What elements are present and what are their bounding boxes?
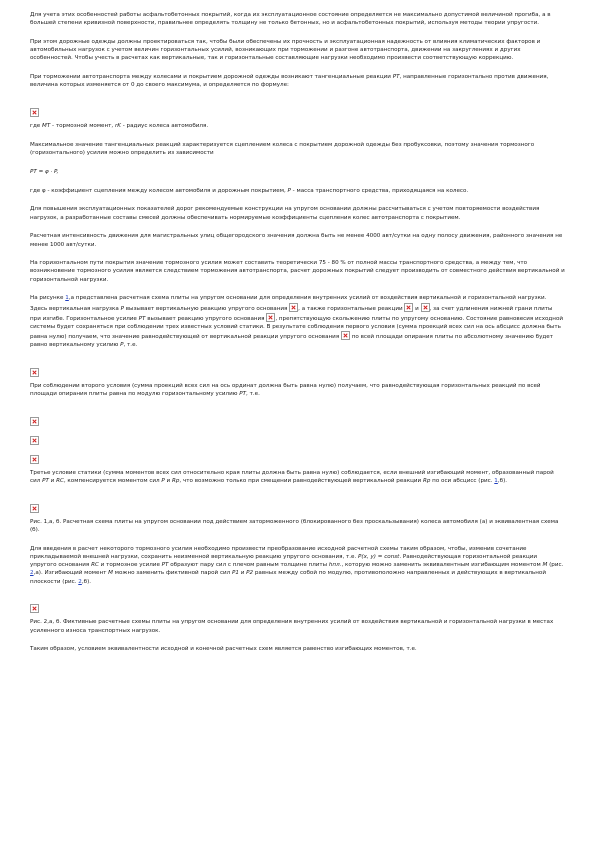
figure-image-block — [30, 496, 565, 507]
text-segment: , за счет удлинения нижней грани плиты при изгибе. Горизонтальное усилие — [30, 305, 553, 322]
broken-image-icon — [30, 504, 39, 513]
formula-image-block — [30, 409, 565, 420]
text-segment: - тормозной момент, — [50, 122, 115, 129]
paragraph-3 — [30, 73, 565, 89]
text-segment: Третье условие статики (сумма моментов всех сил относительно края плиты должна быть равна нулю) соблюдается, если внешний изгибающий момент, образованный парой сил — [30, 469, 554, 485]
text-segment: и — [164, 478, 172, 485]
figure-link-2[interactable]: 2 — [30, 570, 34, 577]
paragraph-15 — [30, 545, 565, 586]
formula-inline: P(x, y) = const — [358, 554, 400, 560]
text-segment: - масса транспортного средства, приходящаяся на колесо. — [290, 187, 469, 194]
symbol-rp: Rp — [422, 478, 431, 485]
text-segment: - радиус колеса автомобиля. — [120, 122, 209, 129]
text-segment: ,б). — [497, 478, 508, 485]
text-segment: . Равнодействующая горизонтальной реакции упругого основания — [30, 554, 538, 569]
figure-link-1[interactable]: 1 — [494, 478, 498, 485]
text-segment: по всей площади опирания плиты по абсолютному значению будет равно вертикальному усилию — [30, 334, 553, 349]
text-segment: , которую можно заменить эквивалентным изгибающим моментом — [341, 562, 543, 569]
symbol-pt: PT — [42, 478, 49, 485]
paragraph-5: Максимальное значение тангенциальных реакций характеризуется сцеплением колеса с покрытием дорожной одежды без пробуксовки, поэтому значения тормозного (горизонтального) усилия можно определить из зависимости — [30, 141, 535, 156]
figure-image-block — [30, 596, 565, 607]
text-segment: (рис. — [547, 562, 564, 569]
text-segment: вызывает вертикальную реакцию упругого основания — [123, 305, 290, 312]
symbol-pt: PT — [161, 562, 169, 569]
figure-link-2[interactable]: 2 — [78, 578, 82, 585]
symbol-m: M — [108, 570, 113, 577]
text-segment: , препятствующую скольжению плиты по упругому основанию. Состояние равновесия исходной системы будет сохраняться при соблюдении трех известных условий статики. В результате соблюдения первого условия (сумма проекций всех сил на ось абсцисс должна быть равна нулю) получаем, что значение равнодействующей от вертикальной реакции упругого основания — [30, 315, 564, 341]
symbol-p: P — [120, 305, 124, 312]
formula-image-block — [30, 360, 565, 371]
symbol-pt: PT — [239, 391, 247, 398]
text-segment: При соблюдении второго условия (сумма проекций всех сил на ось ординат должна быть равна нулю) получаем, что равнодействующая горизонтальных реакций по всей площади опирания плиты равна по модулю горизонтальному усилию — [30, 383, 541, 398]
text-segment: , направленные горизонтально против движения, величина которых изменяется от 0 до своего максимума, и определяется по формуле: — [30, 74, 549, 89]
symbol-rp: Rp — [171, 478, 180, 485]
symbol-m: M — [542, 562, 548, 569]
text-segment: где — [30, 122, 43, 129]
text-segment: Для введения в расчет некоторого тормозного усилия необходимо произвести преобразование исходной расчетной схемы таким образом, чтобы, изменив сочетание прикладываемой внешней нагрузки, сохранить неизменной вертикальную реакцию упругого основания, т.е. — [30, 545, 527, 560]
broken-image-icon — [341, 331, 350, 340]
figure-link-1[interactable]: 1 — [65, 295, 69, 302]
symbol-h: hпл. — [328, 562, 342, 569]
paragraph-2: При этом дорожные одежды должны проектироваться так, чтобы были обеспечены их прочность и эксплуатационная надежность от влияния климатических факторов и автомобильных нагрузок с учетом величин горизонтальных усилий, возникающих при торможении и разгоне автотранспорта, движении на закруглениях и других особенностей. Чтобы учесть в расчетах как вертикальные, так и горизонтальные составляющие нагрузки необходимо произвести соответствующую коррекцию. — [30, 38, 541, 62]
text-segment: , что возможно только при смещении равнодействующей вертикальной реакции — [179, 478, 423, 485]
broken-image-icon — [30, 417, 39, 426]
broken-image-icon — [421, 303, 430, 312]
paragraph-8: Для повышения эксплуатационных показателей дорог рекомендуемые конструкции на упругом основании должны рассчитываться с учетом повторяемости воздействия нагрузок, а разработанные составы смесей должны обеспечивать нормируемые коэффициенты сцепления колес автотранспорта с покрытием. — [30, 206, 540, 221]
broken-image-icon — [30, 604, 39, 613]
text-segment: вызывает реакцию упругого основания — [145, 315, 267, 322]
symbol-p: P — [287, 187, 291, 194]
symbol-pt: PT — [138, 315, 146, 322]
paragraph-17: Таким образом, условием эквивалентности исходной и конечной расчетных схем является равенство изгибающих моментов, т.е. — [30, 646, 417, 653]
symbol-rc: RC — [91, 562, 99, 569]
symbol-rk: rK — [114, 122, 121, 129]
broken-image-icon — [289, 303, 298, 312]
figure-caption-1: Рис. 1,а, б. Расчетная схема плиты на упругом основании под действием заторможенного (блокированного без проскальзывания) колеса автомобиля (а) и эквивалентная схема (б). — [30, 518, 559, 534]
figure-caption-2: Рис. 2,а, б. Фиктивные расчетные схемы плиты на упругом основании для определения внутренних усилий от воздействия вертикальной и горизонтальной нагрузки в местах усиленного износа транспортных нагрузок. — [30, 619, 554, 634]
text-segment: ,а). Изгибающий момент — [33, 570, 109, 577]
broken-image-icon — [404, 303, 413, 312]
symbol-pt: PT — [392, 74, 400, 81]
text-segment: , т.е. — [246, 391, 260, 398]
paragraph-12 — [30, 382, 565, 398]
text-segment: На рисунке — [30, 295, 66, 302]
text-segment: , т.е. — [123, 342, 138, 349]
paragraph-11 — [30, 294, 565, 349]
paragraph-13 — [30, 469, 565, 485]
text-segment: , а также горизонтальные реакции — [298, 305, 405, 312]
symbol-rc: RC — [56, 478, 64, 485]
symbol-p: P — [161, 478, 165, 485]
broken-image-icon — [30, 108, 39, 117]
text-segment: и тормозное усилие — [98, 562, 162, 569]
symbol-p2: P2 — [246, 570, 254, 577]
formula-image-block — [30, 100, 565, 111]
symbol-p1: P1 — [232, 570, 239, 577]
symbol-mt: MT — [42, 122, 51, 129]
broken-image-icon — [266, 313, 275, 322]
text-segment: При торможении автотранспорта между колесами и покрытием дорожной одежды возникают тангенциальные реакции — [30, 74, 393, 81]
text-segment: можно заменить фиктивной парой сил — [112, 570, 233, 577]
formula-pt: PT = φ · P, — [30, 168, 59, 175]
text-segment: , компенсируется моментом сил — [63, 478, 162, 485]
text-segment: ,а представлена расчетная схема плиты на упругом основании для определения внутренних усилий от воздействия вертикальной и горизонтальной нагрузки. Здесь вертикальная нагрузка — [30, 295, 547, 312]
text-segment: и — [48, 478, 57, 485]
broken-image-icon — [30, 455, 39, 464]
paragraph-9: Расчетная интенсивность движения для магистральных улиц общегородского значения должна быть не менее 4000 авт/сутки на одну полосу движения, районного значения не менее 1000 авт/сутки. — [30, 233, 563, 248]
formula-image-block — [30, 428, 565, 439]
text-segment: и — [413, 305, 421, 312]
formula-image-block — [30, 447, 565, 458]
paragraph-1: Для учета этих особенностей работы асфальтобетонных покрытий, когда их эксплуатационное состояние определяется не максимально допустимой величиной прогиба, а в большей степени кривизной поверхности, правильнее определять толщину не только бетонных, но и асфальтобетонных покрытий, используя методы теории упругости. — [30, 12, 551, 27]
paragraph-4 — [30, 122, 565, 130]
text-segment: где φ - коэффициент сцепления между колесом автомобиля и дорожным покрытием, — [30, 187, 288, 194]
paragraph-10: На горизонтальном пути покрытия значение тормозного усилия может составить теоретически 75 - 80 % от полной массы транспортного средства, а между тем, что возникновение тормозного усилия является следствием торможения автотранспорта, расчет дорожных покрытий следует производить от совместного действия вертикальной и горизонтальной нагрузки. — [30, 260, 565, 283]
text-segment: ,б). — [81, 578, 92, 585]
text-segment: и — [238, 570, 247, 577]
broken-image-icon — [30, 436, 39, 445]
paragraph-7 — [30, 187, 565, 195]
text-segment: равных между собой по модулю, противоположно направленных и действующих в вертикальной плоскости (рис. — [30, 570, 546, 585]
broken-image-icon — [30, 368, 39, 377]
symbol-p: P — [120, 342, 124, 349]
text-segment: образуют пару сил с плечом равным толщине плиты — [168, 562, 329, 569]
text-segment: по оси абсцисс (рис. — [430, 478, 495, 485]
